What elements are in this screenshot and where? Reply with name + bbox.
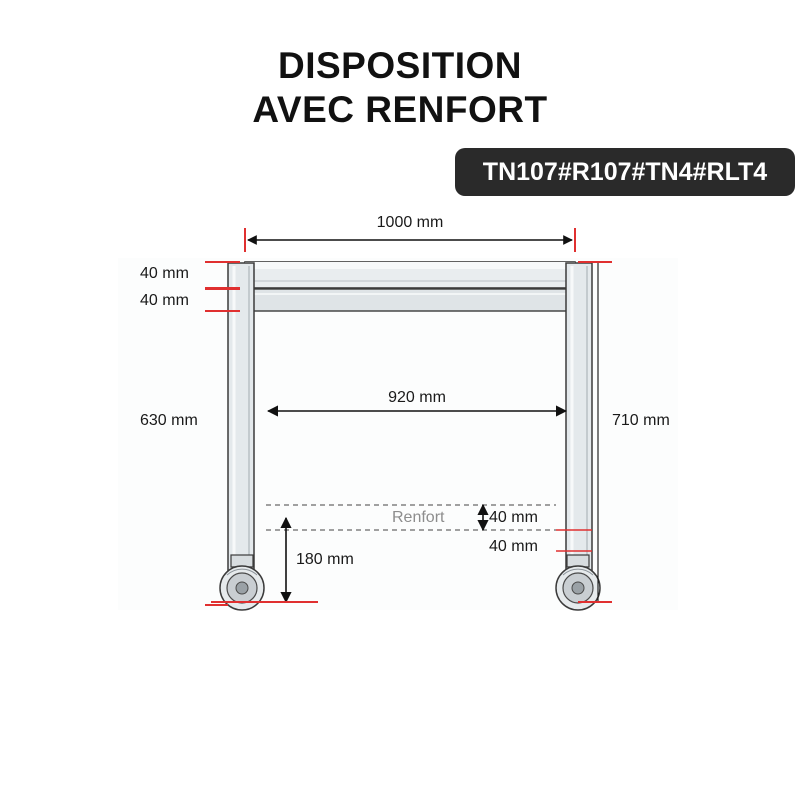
page-title-line-1: DISPOSITION <box>278 45 522 86</box>
label-caster-height: 180 mm <box>296 551 354 568</box>
label-reinforcement-offset: 40 mm <box>489 538 538 555</box>
page-title-line-2: AVEC RENFORT <box>252 89 548 130</box>
label-inner-width: 920 mm <box>388 389 446 406</box>
table-apron <box>252 289 568 311</box>
product-reference-badge: TN107#R107#TN4#RLT4 <box>455 148 795 196</box>
label-top-thickness: 40 mm <box>140 265 189 282</box>
label-apron-height: 40 mm <box>140 292 189 309</box>
label-reinforcement: Renfort <box>392 509 445 526</box>
label-right-height: 710 mm <box>612 412 670 429</box>
label-reinforcement-thickness: 40 mm <box>489 509 538 526</box>
table-leg-left <box>228 263 254 575</box>
table-top <box>245 262 575 288</box>
table-leg-right <box>566 263 592 575</box>
label-left-height: 630 mm <box>140 412 198 429</box>
label-top-width: 1000 mm <box>376 214 444 231</box>
